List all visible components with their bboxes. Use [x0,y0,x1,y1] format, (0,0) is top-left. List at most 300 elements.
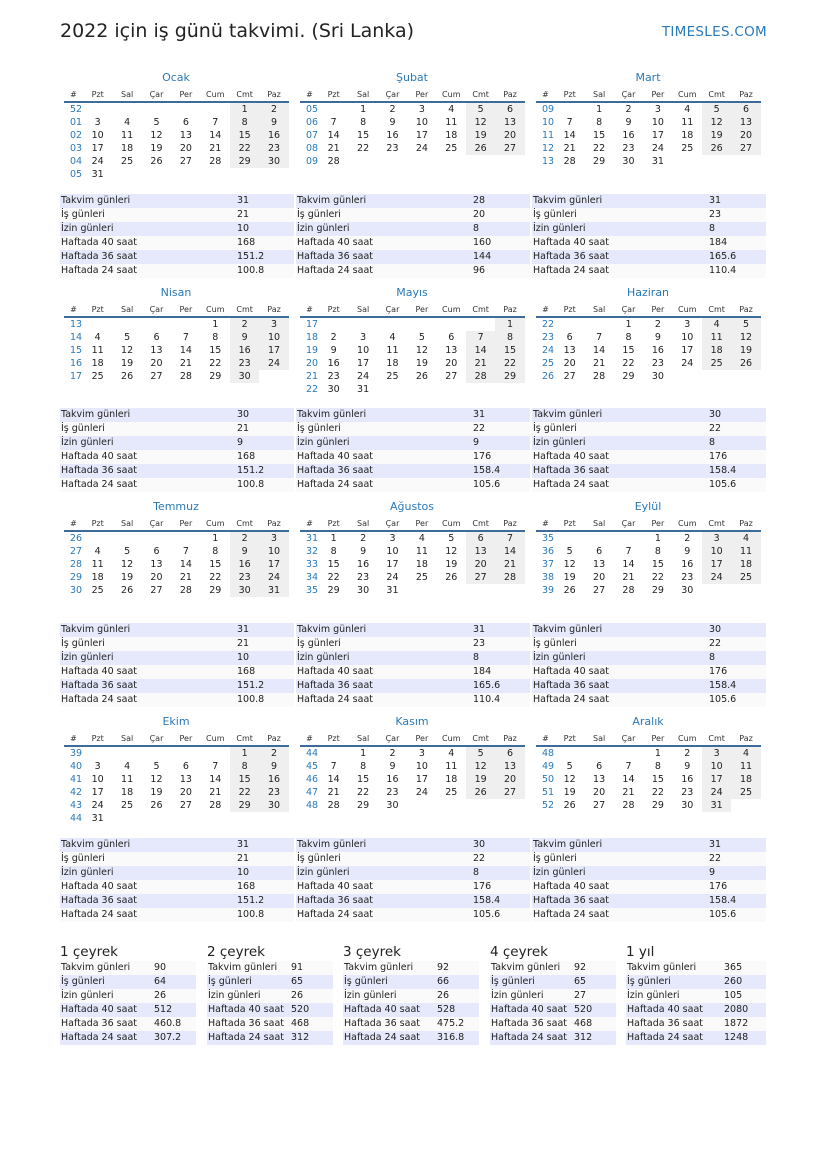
day-cell: 5 [448,533,455,544]
day-cell: 18 [702,344,731,357]
stats-value: 184 [709,237,728,248]
day-cell [230,812,259,825]
month-stats-table [296,194,530,278]
day-cell: 3 [360,332,367,343]
stats-row [207,961,333,975]
day-cell: 25 [445,143,458,154]
month-name: Mart [635,71,661,84]
weekday-header: Paz [731,304,760,318]
day-cell: 23 [230,571,259,584]
day-cell: 20 [150,572,163,583]
day-cell: 28 [622,585,635,596]
stats-row [296,637,530,651]
week-number: 15 [70,345,83,356]
stats-label: Haftada 36 saat [533,465,609,476]
day-cell: 19 [563,787,576,798]
month-calendar [64,286,288,383]
day-cell: 1 [495,318,524,331]
stats-label: Haftada 24 saat [297,694,373,705]
day-cell [112,812,141,825]
weekday-header: Cum [201,304,230,318]
day-cell: 26 [563,585,576,596]
day-cell: 21 [209,787,222,798]
stats-row [60,623,294,637]
day-cell: 5 [124,546,131,557]
day-cell: 31 [91,169,104,180]
weekday-header: Paz [495,304,524,318]
day-cell: 9 [230,331,259,344]
day-cell: 26 [121,371,134,382]
day-cell: 1 [596,104,603,115]
day-cell: 7 [466,331,495,344]
stats-label: Takvim günleri [208,962,278,973]
week-number: 29 [70,572,83,583]
stats-value: 31 [709,195,722,206]
stats-row [60,989,196,1003]
stats-label: Haftada 36 saat [297,251,373,262]
day-cell: 22 [209,358,222,369]
day-cell [437,155,466,168]
weekday-header: Per [407,733,436,747]
stats-label: İzin günleri [297,223,350,234]
day-cell [702,584,731,597]
day-cell: 28 [622,800,635,811]
stats-value: 8 [473,223,480,234]
stats-value: 22 [709,423,722,434]
day-cell: 11 [445,761,458,772]
weekday-header: Pzt [555,89,584,103]
day-cell: 21 [622,787,635,798]
weekday-header: Çar [378,304,407,318]
day-cell: 15 [230,129,259,142]
weekday-header: Per [171,89,200,103]
day-cell: 13 [466,545,495,558]
stats-value: 30 [473,839,486,850]
day-cell: 25 [731,571,760,584]
stats-label: İzin günleri [533,223,586,234]
day-cell: 22 [593,143,606,154]
stats-label: Haftada 36 saat [61,895,137,906]
day-cell: 5 [153,761,160,772]
stats-row [60,194,294,208]
stats-label: İzin günleri [61,990,114,1001]
stats-label: İzin günleri [297,652,350,663]
day-cell: 15 [327,559,340,570]
day-cell: 24 [702,786,731,799]
stats-label: İzin günleri [627,990,680,1001]
stats-value: 27 [574,990,587,1001]
day-cell: 7 [212,761,219,772]
stats-row [296,478,530,492]
stats-label: Haftada 36 saat [61,465,137,476]
weekday-header: Per [643,89,672,103]
day-cell: 1 [654,748,661,759]
stats-row [60,1003,196,1017]
weekday-header: Sal [112,304,141,318]
month-day-grid [64,89,288,181]
weekday-header: # [64,518,83,532]
stats-label: Haftada 36 saat [297,680,373,691]
day-cell: 14 [622,774,635,785]
day-cell: 18 [681,130,694,141]
day-cell: 27 [150,371,163,382]
day-cell: 14 [327,130,340,141]
stats-row [490,961,616,975]
day-cell [171,532,200,545]
month-calendar [64,715,288,825]
stats-value: 26 [437,990,450,1001]
weekday-header: Çar [378,89,407,103]
stats-row [60,693,294,707]
week-number: 39 [542,585,555,596]
week-number: 22 [306,384,319,395]
day-cell: 6 [153,546,160,557]
day-cell: 6 [596,546,603,557]
week-number: 25 [542,358,555,369]
stats-row [626,975,766,989]
day-cell: 16 [230,344,259,357]
stats-value: 365 [724,962,743,973]
day-cell [495,799,524,812]
day-cell: 12 [702,116,731,129]
stats-row [296,222,530,236]
month-stats-table [296,408,530,492]
day-cell: 17 [91,787,104,798]
quarter-block [490,943,616,1045]
stats-value: 528 [437,1004,456,1015]
weekday-header: Per [643,733,672,747]
day-cell: 22 [495,357,524,370]
stats-row [60,1031,196,1045]
stats-value: 31 [237,624,250,635]
stats-row [532,679,766,693]
day-cell: 1 [360,104,367,115]
day-cell [319,747,348,760]
week-number: 38 [542,572,555,583]
weekday-header: Paz [259,733,288,747]
stats-label: Haftada 40 saat [297,881,373,892]
day-cell: 2 [259,747,288,760]
stats-row [296,250,530,264]
day-cell: 13 [495,760,524,773]
day-cell: 11 [91,559,104,570]
day-cell: 20 [466,558,495,571]
stats-row [60,665,294,679]
month-stats-table [60,408,294,492]
day-cell: 8 [360,761,367,772]
day-cell: 3 [259,318,288,331]
week-number: 17 [306,319,319,330]
month-day-grid [64,304,288,383]
stats-label: İş günleri [297,638,341,649]
day-cell [83,103,112,116]
month-day-grid [536,733,760,812]
day-cell: 5 [702,103,731,116]
week-number: 46 [306,774,319,785]
day-cell: 17 [259,344,288,357]
day-cell: 24 [651,143,664,154]
day-cell: 30 [259,799,288,812]
stats-label: Haftada 36 saat [297,465,373,476]
stats-row [60,866,294,880]
stats-row [207,989,333,1003]
stats-label: Haftada 40 saat [533,666,609,677]
day-cell: 15 [209,345,222,356]
week-number: 52 [542,800,555,811]
day-cell: 13 [179,774,192,785]
day-cell: 19 [121,358,134,369]
stats-row [60,250,294,264]
day-cell: 19 [415,358,428,369]
day-cell: 5 [566,761,573,772]
stats-label: Haftada 40 saat [61,237,137,248]
day-cell: 28 [327,156,340,167]
day-cell: 24 [357,371,370,382]
weekday-header: Çar [614,518,643,532]
day-cell: 14 [622,559,635,570]
day-cell [614,747,643,760]
stats-value: 21 [237,853,250,864]
stats-value: 512 [154,1004,173,1015]
day-cell: 29 [622,371,635,382]
weekday-header: Cmt [466,518,495,532]
stats-row [60,852,294,866]
day-cell [142,812,171,825]
day-cell: 9 [625,117,632,128]
week-number: 27 [70,546,83,557]
day-cell: 21 [593,358,606,369]
stats-row [60,679,294,693]
weekday-header: # [300,518,319,532]
day-cell: 29 [357,800,370,811]
weekday-header: Paz [495,518,524,532]
stats-label: Haftada 40 saat [61,1004,137,1015]
stats-label: Haftada 36 saat [533,680,609,691]
weekday-header: Cmt [230,89,259,103]
weekday-header: # [536,89,555,103]
day-cell: 23 [259,142,288,155]
stats-value: 312 [574,1032,593,1043]
day-cell: 30 [327,384,340,395]
day-cell: 3 [94,761,101,772]
stats-value: 158.4 [473,895,501,906]
month-calendar [536,715,760,812]
weekday-header: # [300,304,319,318]
day-cell: 12 [415,345,428,356]
stats-row [532,436,766,450]
day-cell: 24 [386,572,399,583]
stats-value: 31 [473,624,486,635]
stats-label: İş günleri [533,638,577,649]
week-number: 05 [70,169,83,180]
day-cell: 9 [389,761,396,772]
weekday-header: Çar [142,89,171,103]
day-cell: 2 [684,748,691,759]
weekday-header: Sal [348,733,377,747]
weekday-header: Çar [614,733,643,747]
day-cell: 14 [179,345,192,356]
stats-value: 151.2 [237,251,265,262]
stats-row [296,422,530,436]
stats-row [343,975,479,989]
day-cell: 15 [622,345,635,356]
day-cell: 14 [209,774,222,785]
day-cell: 26 [150,156,163,167]
day-cell: 28 [593,371,606,382]
day-cell: 26 [731,357,760,370]
stats-row [207,1003,333,1017]
stats-label: Takvim günleri [61,839,131,850]
month-name: Temmuz [153,500,199,513]
stats-value: 10 [237,223,250,234]
day-cell: 3 [654,104,661,115]
stats-label: İzin günleri [61,437,114,448]
stats-row [60,222,294,236]
day-cell: 2 [389,104,396,115]
day-cell: 19 [563,572,576,583]
day-cell: 3 [389,533,396,544]
day-cell: 5 [418,332,425,343]
day-cell: 20 [150,358,163,369]
day-cell: 8 [495,331,524,344]
day-cell: 24 [259,571,288,584]
day-cell: 5 [124,332,131,343]
stats-row [207,975,333,989]
day-cell: 1 [230,103,259,116]
stats-row [626,989,766,1003]
stats-row [532,222,766,236]
day-cell: 8 [212,332,219,343]
day-cell: 12 [150,774,163,785]
day-cell [201,168,230,181]
week-number: 33 [306,559,319,570]
day-cell [259,370,288,383]
stats-label: Takvim günleri [533,624,603,635]
stats-row [532,866,766,880]
day-cell: 10 [386,546,399,557]
week-number: 40 [70,761,83,772]
day-cell: 13 [593,559,606,570]
stats-value: 176 [709,666,728,677]
stats-value: 22 [473,853,486,864]
stats-value: 176 [473,881,492,892]
stats-row [532,450,766,464]
stats-value: 23 [709,209,722,220]
stats-label: Haftada 36 saat [297,895,373,906]
day-cell: 14 [495,545,524,558]
stats-label: Haftada 24 saat [533,909,609,920]
stats-row [60,961,196,975]
day-cell: 22 [327,572,340,583]
day-cell: 28 [179,585,192,596]
day-cell [437,383,466,396]
day-cell: 17 [702,773,731,786]
stats-value: 165.6 [709,251,737,262]
day-cell: 28 [327,800,340,811]
stats-label: Haftada 40 saat [297,666,373,677]
day-cell: 20 [593,787,606,798]
week-number: 47 [306,787,319,798]
day-cell: 4 [94,546,101,557]
day-cell: 12 [121,345,134,356]
day-cell [378,318,407,331]
day-cell: 4 [731,747,760,760]
stats-value: 110.4 [709,265,737,276]
day-cell: 19 [466,773,495,786]
stats-label: İş günleri [61,853,105,864]
stats-value: 160 [473,237,492,248]
day-cell: 7 [182,332,189,343]
weekday-header: # [64,733,83,747]
day-cell [142,747,171,760]
week-number: 30 [70,585,83,596]
month-calendar [300,71,524,168]
month-stats-table [60,838,294,922]
day-cell: 14 [209,130,222,141]
day-cell [142,168,171,181]
month-stats-table [532,408,766,492]
day-cell: 15 [357,774,370,785]
stats-value: 460.8 [154,1018,182,1029]
stats-label: İzin günleri [491,990,544,1001]
day-cell: 13 [150,559,163,570]
day-cell: 20 [593,572,606,583]
month-stats-table [532,623,766,707]
weekday-header: Per [171,304,200,318]
day-cell: 30 [357,585,370,596]
stats-value: 307.2 [154,1032,182,1043]
brand-link[interactable]: TIMESLES.COM [661,24,767,40]
day-cell: 4 [124,761,131,772]
day-cell: 5 [466,747,495,760]
day-cell: 4 [94,332,101,343]
stats-label: Haftada 24 saat [61,479,137,490]
day-cell [112,103,141,116]
day-cell: 12 [563,559,576,570]
week-number: 35 [306,585,319,596]
day-cell: 31 [702,799,731,812]
stats-row [296,866,530,880]
day-cell: 1 [360,748,367,759]
stats-row [60,450,294,464]
day-cell: 8 [230,116,259,129]
weekday-header: Pzt [555,518,584,532]
day-cell [495,155,524,168]
stats-label: Haftada 40 saat [61,451,137,462]
day-cell: 4 [448,104,455,115]
day-cell: 19 [150,787,163,798]
stats-value: 20 [473,209,486,220]
day-cell: 1 [625,319,632,330]
day-cell: 16 [681,774,694,785]
stats-row [532,852,766,866]
day-cell: 20 [179,787,192,798]
day-cell [348,155,377,168]
weekday-header: Sal [584,518,613,532]
weekday-header: Sal [112,518,141,532]
month-day-grid [300,518,524,597]
day-cell: 23 [681,572,694,583]
day-cell: 16 [259,773,288,786]
stats-row [60,1017,196,1031]
weekday-header: Cum [437,304,466,318]
stats-row [532,464,766,478]
day-cell [437,584,466,597]
stats-value: 30 [709,624,722,635]
day-cell: 22 [230,786,259,799]
stats-row [532,236,766,250]
stats-value: 468 [291,1018,310,1029]
